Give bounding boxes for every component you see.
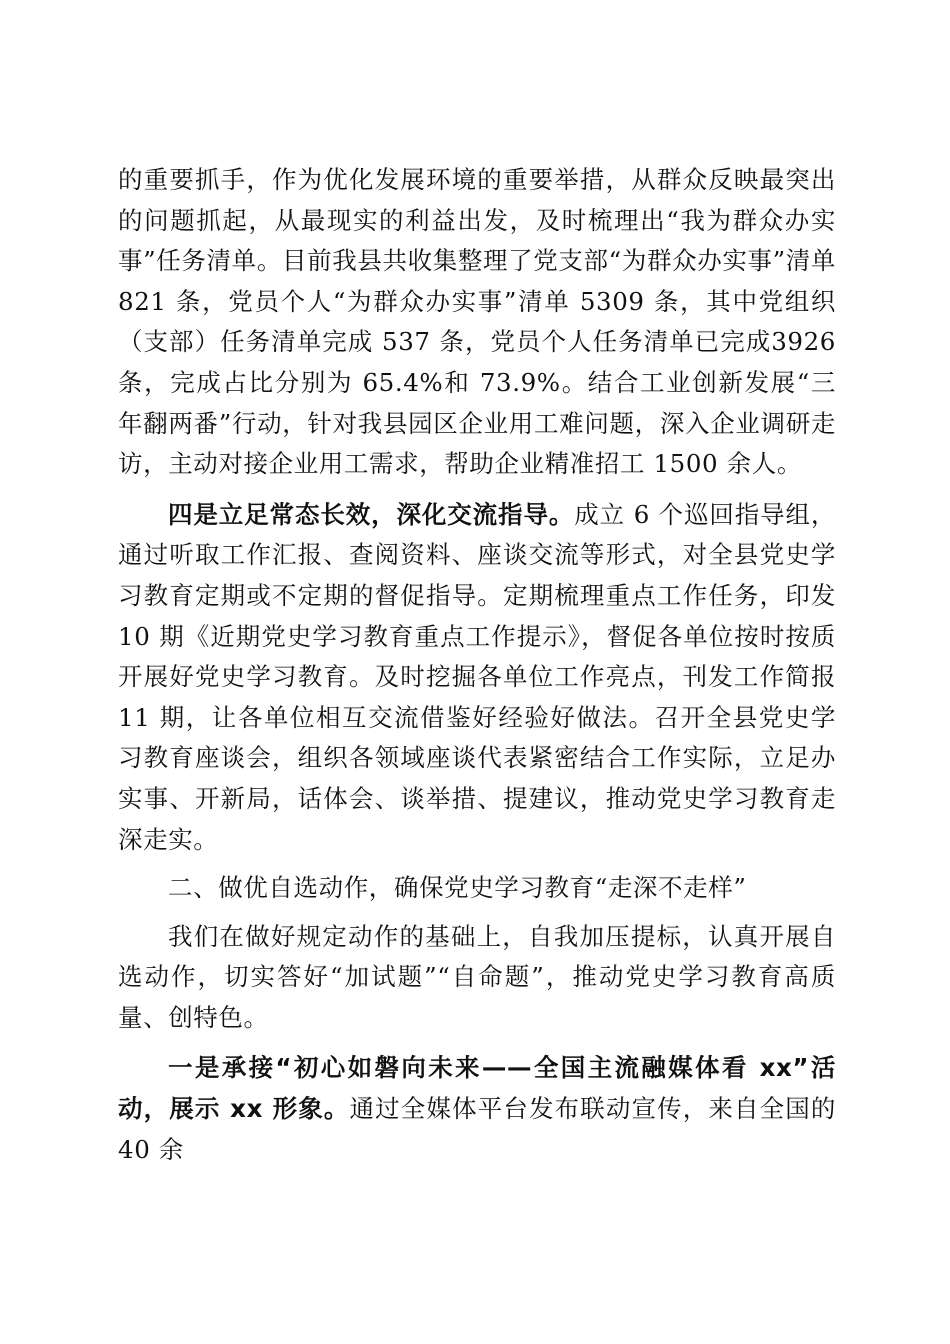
paragraph-text: 的重要抓手，作为优化发展环境的重要举措，从群众反映最突出的问题抓起，从最现实的利益出发，及时梳理出“我为群众办实事”任务清单。目前我县共收集整理了党支部“为群众办实事”清单 821 条，党员个人“为群众办实事”清单 5309 条，其中党组织（支部）任务清单完成 537 条，党员个人任务清单已完成3926 条，完成占比分别为 65.4%和 73.9%。结合工业创新发展“三年翻两番”行动，针对我县园区企业用工难问题，深入企业调研走访，主动对接企业用工需求，帮助企业精准招工 1500 余人。	[118, 165, 836, 479]
paragraph-lead-heading: 一是承接“初心如磐向未来——全国主流融媒体看 xx”活动，展示 xx 形象。	[118, 1053, 836, 1124]
document-body	[118, 160, 836, 1170]
paragraph-text: 通过全媒体平台发布联动宣传，来自全国的 40 余	[118, 1094, 836, 1164]
paragraph-lead-heading: 四是立足常态长效，深化交流指导。	[168, 499, 575, 529]
paragraph-intro	[118, 917, 836, 1039]
paragraph-item-one	[118, 1048, 836, 1170]
section-heading	[118, 868, 836, 909]
paragraph-continuation	[118, 160, 836, 485]
paragraph-text: 我们在做好规定动作的基础上，自我加压提标，认真开展自选动作，切实答好“加试题”“自命题”，推动党史学习教育高质量、创特色。	[118, 921, 836, 1032]
section-heading-text: 二、做优自选动作，确保党史学习教育“走深不走样”	[168, 873, 747, 903]
paragraph-text: 成立 6 个巡回指导组，通过听取工作汇报、查阅资料、座谈交流等形式，对全县党史学习教育定期或不定期的督促指导。定期梳理重点工作任务，印发10 期《近期党史学习教育重点工作提示》，督促各单位按时按质开展好党史学习教育。及时挖掘各单位工作亮点，刊发工作简报 11 期，让各单位相互交流借鉴好经验好做法。召开全县党史学习教育座谈会，组织各领域座谈代表紧密结合工作实际，立足办实事、开新局，话体会、谈举措、提建议，推动党史学习教育走深走实。	[118, 499, 836, 854]
paragraph-item-four	[118, 495, 836, 860]
